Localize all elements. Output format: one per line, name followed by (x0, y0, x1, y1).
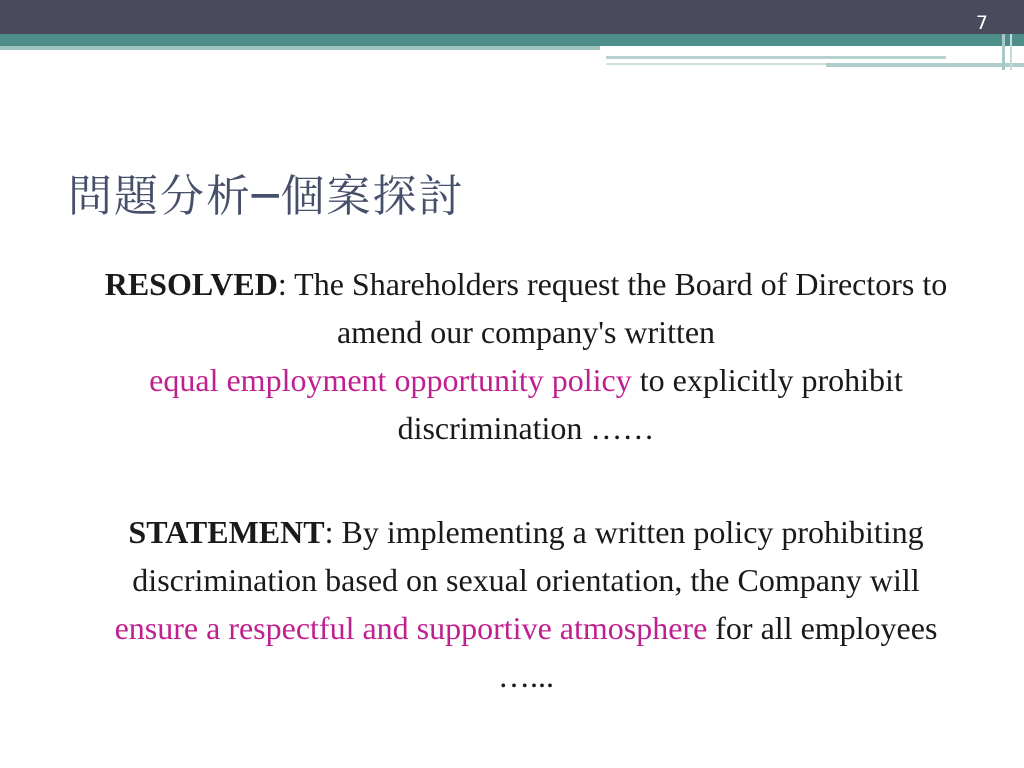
page-number: 7 (975, 12, 988, 34)
decorative-line (1002, 34, 1005, 70)
resolved-label: RESOLVED (104, 266, 278, 302)
statement-text: : By implementing a written policy prohibiting discrimination based on sexual orientation, the Company will (132, 514, 924, 598)
slide-title: 問題分析─個案探討 (68, 171, 465, 222)
decorative-line (1010, 34, 1012, 70)
teal-stripe (0, 46, 600, 50)
decorative-line (606, 63, 826, 65)
statement-text-end: for all employees …... (498, 610, 938, 694)
statement-paragraph (88, 508, 964, 700)
resolved-paragraph (88, 260, 964, 452)
resolved-highlight: equal employment opportunity policy (149, 362, 632, 398)
statement-label: STATEMENT (128, 514, 325, 550)
teal-band (0, 34, 1024, 46)
top-bar (0, 0, 1024, 34)
decorative-line (826, 63, 1024, 67)
resolved-text-end: to explicitly prohibit discrimination …… (397, 362, 903, 446)
statement-highlight: ensure a respectful and supportive atmosphere (114, 610, 708, 646)
resolved-text: : The Shareholders request the Board of Directors to amend our company's written (277, 266, 948, 350)
decorative-line (606, 56, 946, 59)
